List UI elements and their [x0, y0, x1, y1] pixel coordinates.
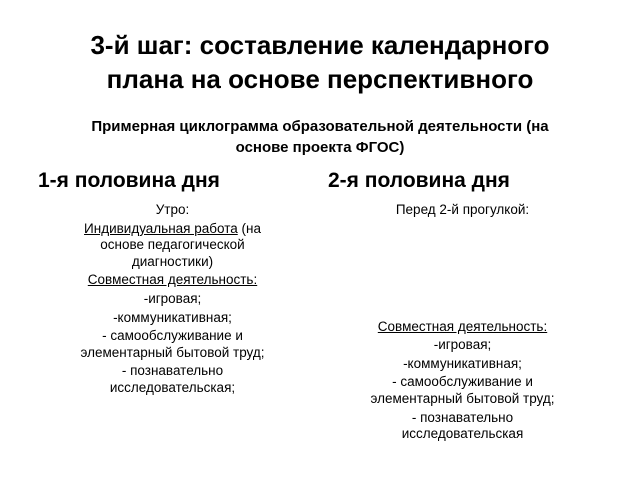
- left-item: исследовательская;: [109, 379, 236, 395]
- slide-subtitle-line-2: основе проекта ФГОС): [235, 139, 405, 156]
- slide-title: [20, 28, 620, 96]
- slide-subtitle: [30, 116, 610, 158]
- individual-work-note-3: диагностики): [131, 253, 214, 269]
- right-item: -коммуникативная;: [403, 355, 522, 371]
- right-time-label: Перед 2-й прогулкой:: [395, 202, 530, 217]
- left-item: - познавательно: [121, 363, 224, 379]
- left-item: -игровая;: [143, 290, 202, 306]
- left-item: - самообслуживание и: [102, 328, 243, 344]
- individual-work-label: Индивидуальная работа: [84, 220, 238, 236]
- left-time-label: Утро:: [155, 202, 190, 217]
- right-item: исследовательская: [401, 426, 524, 442]
- slide-title-line-2: плана на основе перспективного: [106, 64, 534, 94]
- left-column-heading: 1-я половина дня: [38, 169, 220, 192]
- right-column-heading: 2-я половина дня: [328, 169, 510, 192]
- individual-work-note-2: основе педагогической: [100, 237, 245, 253]
- left-item: элементарный бытовой труд;: [80, 344, 265, 360]
- right-item: - познавательно: [411, 409, 514, 425]
- left-individual-work: [40, 221, 305, 238]
- left-column-content: [40, 202, 305, 397]
- right-item: -игровая;: [433, 337, 492, 353]
- right-joint-activity: Совместная деятельность:: [377, 318, 548, 334]
- individual-work-note-1: (на: [237, 220, 261, 236]
- right-column-content: [330, 202, 595, 443]
- slide-subtitle-line-1: Примерная циклограмма образовательной деятельности (на: [91, 118, 549, 135]
- left-item: -коммуникативная;: [113, 309, 232, 325]
- right-item: элементарный бытовой труд;: [370, 390, 555, 406]
- left-joint-activity: Совместная деятельность:: [87, 272, 258, 288]
- slide-title-line-1: 3-й шаг: составление календарного: [90, 30, 550, 60]
- right-item: - самообслуживание и: [392, 374, 533, 390]
